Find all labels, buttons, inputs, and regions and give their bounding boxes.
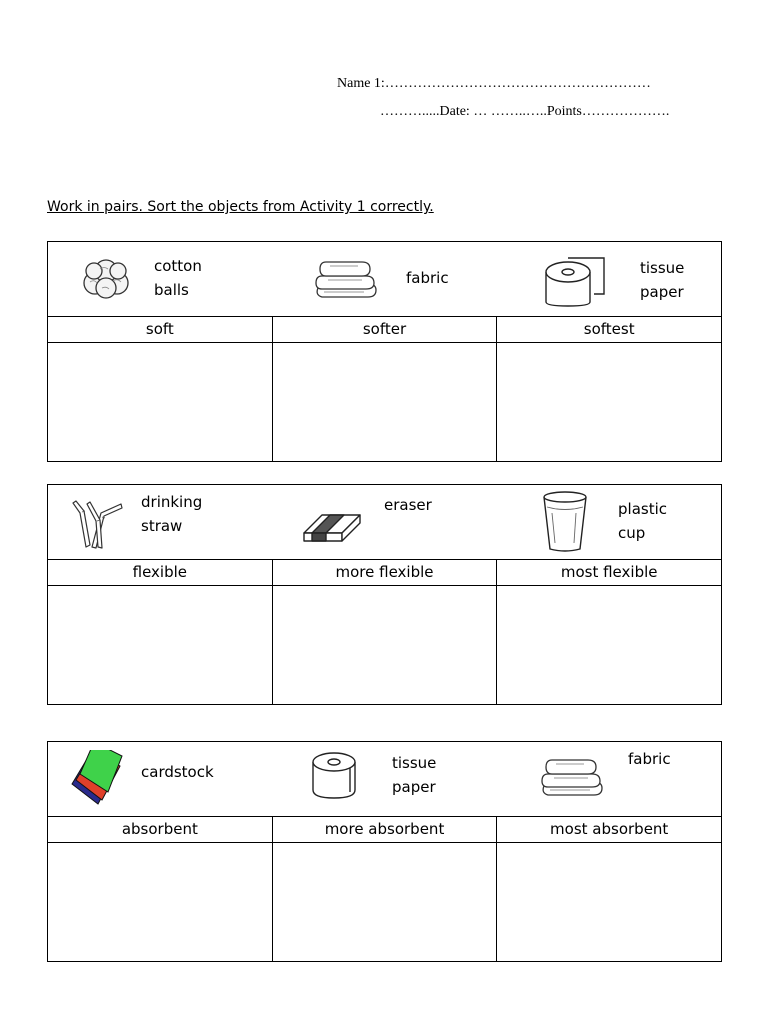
column-header-most-flexible: most flexible xyxy=(496,560,721,585)
answer-cell-more-flexible[interactable] xyxy=(272,586,497,704)
answer-cell-softer[interactable] xyxy=(272,343,497,461)
answer-row xyxy=(48,586,721,704)
drinking-straws-icon xyxy=(64,493,128,549)
column-header-absorbent: absorbent xyxy=(121,820,198,838)
object-label: cotton balls xyxy=(154,257,202,299)
object-label: fabric xyxy=(628,750,671,768)
object-label: cardstock xyxy=(141,763,214,781)
column-header-row xyxy=(48,817,721,843)
answer-cell-most-flexible[interactable] xyxy=(496,586,721,704)
date-points-line: ……….....Date: … ……..…..Points………………. xyxy=(380,104,670,119)
object-label: plastic cup xyxy=(618,500,667,542)
column-header-flexible: flexible xyxy=(132,563,188,581)
sort-table-softness xyxy=(47,241,722,462)
object-label: fabric xyxy=(406,269,449,287)
column-header-more-flexible: more flexible xyxy=(272,560,497,585)
column-header-soft: soft xyxy=(145,320,174,338)
object-row xyxy=(48,242,721,317)
folded-fabric-icon xyxy=(540,752,606,800)
object-drinking-straw xyxy=(64,493,202,549)
column-header-softest: softest xyxy=(496,317,721,342)
folded-fabric-icon xyxy=(314,254,380,302)
plastic-cup-icon xyxy=(540,489,590,553)
object-plastic-cup xyxy=(540,489,667,553)
object-cotton-balls xyxy=(80,254,202,302)
object-row xyxy=(48,485,721,560)
sort-table-flexibility xyxy=(47,484,722,705)
column-header-softer: softer xyxy=(272,317,497,342)
object-cardstock xyxy=(68,750,214,808)
object-fabric xyxy=(540,752,671,800)
sort-table-absorbency xyxy=(47,741,722,962)
answer-cell-soft[interactable] xyxy=(48,343,272,461)
column-header-row xyxy=(48,317,721,343)
column-header-most-absorbent: most absorbent xyxy=(496,817,721,842)
object-tissue-paper xyxy=(310,748,436,802)
eraser-icon xyxy=(300,493,364,549)
name-line: Name 1:………………………………………………… xyxy=(337,76,651,91)
cotton-balls-icon xyxy=(80,255,132,301)
answer-cell-absorbent[interactable] xyxy=(48,843,272,961)
answer-row xyxy=(48,343,721,461)
answer-row xyxy=(48,843,721,961)
object-row xyxy=(48,742,721,817)
object-eraser xyxy=(300,493,432,549)
object-label: tissue paper xyxy=(640,259,685,301)
object-label: drinking straw xyxy=(141,493,203,535)
answer-cell-softest[interactable] xyxy=(496,343,721,461)
cardstock-icon xyxy=(68,750,124,808)
object-label: eraser xyxy=(384,496,432,514)
answer-cell-more-absorbent[interactable] xyxy=(272,843,497,961)
column-header-row xyxy=(48,560,721,586)
answer-cell-most-absorbent[interactable] xyxy=(496,843,721,961)
object-fabric xyxy=(314,254,449,302)
answer-cell-flexible[interactable] xyxy=(48,586,272,704)
column-header-more-absorbent: more absorbent xyxy=(272,817,497,842)
object-tissue-paper xyxy=(542,252,684,308)
object-label: tissue paper xyxy=(392,754,437,796)
instruction-text: Work in pairs. Sort the objects from Activity 1 correctly. xyxy=(47,199,434,215)
tissue-roll-icon xyxy=(310,748,358,802)
tissue-roll-icon xyxy=(542,252,610,308)
